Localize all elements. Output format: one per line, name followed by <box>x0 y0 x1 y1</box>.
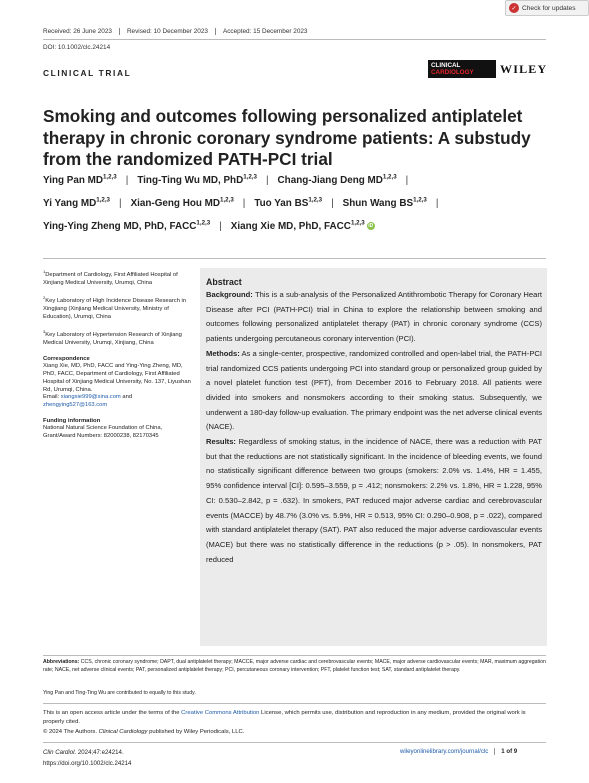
article-dates <box>43 28 322 35</box>
affiliation: $^2$Key Laboratory of High Incidence Disease Research in Xingjiang (Xinjiang Medical University, Ministry of Education), Urumqi, China <box>43 295 187 320</box>
abbreviations: Abbreviations: CCS, chronic coronary syndrome; DAPT, dual antiplatelet therapy; MACCE, major adverse cardiac and cerebrovascular events; MACE, major adverse cardiovascular events; MAR, maximum aggregation rate; NACE, net adverse clinical events; PAT, personalized antiplatelet therapy; PCI, percutaneous coronary intervention; PFT, platelet function test; SAT, standard antiplatelet therapy. <box>43 659 546 673</box>
check-updates-label: Check for updates <box>522 4 576 12</box>
received-date: Received: 26 June 2023 <box>43 28 120 35</box>
divider <box>43 703 546 704</box>
author[interactable]: Ying Pan MD$^{1,2,3}$ <box>43 174 117 187</box>
correspondence-heading: Correspondence <box>43 355 90 362</box>
abstract-results: Results: Regardless of smoking status, in the incidence of NACE, there was a reduction with PAT but that the reductions are not statistically significant. In the incidence of bleeding events, we found no statistically significant difference between two groups (smokers: 2.0% vs. 1.4%, HR = 1.455, 95% confidence interval [CI]: 0.595–3.559, p = .412; nonsmokers: 2.2% vs. 1.8%, HR = 1.228, 95% CI: 0.530–2.842, p = .632). In smokers, PAT reduced major adverse cardiac and cerebrovascular events (MACCE) by 48.7% (3.0% vs. 5.9%, HR = 0.513, 95% CI: 0.290–0.908, p = .022), compared with standard antiplatelet therapy (SAT). PAT also reduced the major adverse cardiovascular events (MACE) but there was no statistically difference in the reductions (p > .05). In nonsmokers, PAT reduced <box>206 437 542 564</box>
abstract-heading: Abstract <box>206 277 242 287</box>
orcid-icon[interactable]: iD <box>368 223 374 230</box>
check-updates-icon: ✓ <box>509 3 519 13</box>
author-list: Ying Pan MD$^{1,2,3}$ | Ting-Ting Wu MD, PhD$^{1,2,3}$ | Chang-Jiang Deng MD$^{1,2,3}$ | Yi Yang MD$^{1,2,3}$ | Xian-Geng Hou MD$^{1,2,3}$ | Tuo Yan BS$^{1,2,3}$ | Shun Wang BS$^{1,2,3}$ | Ying-Ying Zheng MD, PhD, FACC$^{1,2,3}$ | Xiang Xie MD, PhD, FACC$^{1,2,3}$ iD <box>43 174 439 233</box>
license-link[interactable]: Creative Commons Attribution <box>181 710 260 716</box>
email-link[interactable]: zhengying527@163.com <box>43 401 108 408</box>
journal-url-link[interactable]: wileyonlinelibrary.com/journal/clc <box>400 748 489 755</box>
contribution-note: Ying Pan and Ting-Ting Wu are contributed to equally to this study. <box>43 690 196 696</box>
abstract-methods: Methods: As a single-center, prospective, randomized controlled and open-label trial, the PATH-PCI trial randomized CCS patients undergoing PCI into standard group or personalized group guided by a novel platelet function test (PFT), from December 2016 to February 2018. All patients were divided into smokers and nonsmokers according to their smoking status. Subsequently, we underwent a 180-day follow-up evaluation. The primary endpoint was the net adverse clinical events (NACE). <box>206 348 542 432</box>
license-text: This is an open access article under the terms of the Creative Commons Attribution License, which permits use, distribution and reproduction in any medium, provided the original work is properly cited. © 2024 The Authors. Clinical Cardiology published by Wiley Periodicals, LLC. <box>43 710 526 735</box>
logo-line2: CARDIOLOGY <box>431 69 474 76</box>
author[interactable]: Tuo Yan BS$^{1,2,3}$ <box>254 196 323 210</box>
author[interactable]: Yi Yang MD$^{1,2,3}$ <box>43 196 110 210</box>
logo-line1: CLINICAL <box>431 62 461 69</box>
abstract-background: Background: This is a sub-analysis of the Personalized Antithrombotic Therapy for Coronary Heart Disease after PCI (PATH-PCI) trial in China to explore the relationship between smoking and outcomes following personalized antiplatelet therapy (PAT) in chronic coronary syndrome (CCS) patients undergoing percutaneous coronary intervention (PCI). <box>206 290 542 344</box>
author[interactable]: Chang-Jiang Deng MD$^{1,2,3}$ <box>277 174 397 187</box>
author[interactable]: Ying-Ying Zheng MD, PhD, FACC$^{1,2,3}$ <box>43 219 211 233</box>
author[interactable]: Shun Wang BS$^{1,2,3}$ <box>342 196 427 210</box>
author-info-column <box>43 268 193 448</box>
author[interactable]: Xian-Geng Hou MD$^{1,2,3}$ <box>130 196 234 210</box>
email-link[interactable]: xiangxie999@sina.com <box>60 394 121 401</box>
divider <box>43 742 546 743</box>
footer-citation: Clin Cardiol. 2024;47:e24214. https://doi.org/10.1002/clc.24214 <box>43 748 131 769</box>
article-title: Smoking and outcomes following personalized antiplatelet therapy in chronic coronary syndrome patients: A substudy from the randomized PATH-PCI trial <box>43 106 531 169</box>
doi-link[interactable]: https://doi.org/10.1002/clc.24214 <box>43 759 132 767</box>
page-number: 1 of 9 <box>494 748 517 755</box>
funding-heading: Funding information <box>43 417 101 424</box>
check-for-updates-button[interactable] <box>505 0 589 16</box>
footer-right <box>400 748 517 755</box>
affiliation: $^3$Key Laboratory of Hypertension Research of Xinjiang Medical University, Urumqi, Xinjiang, China <box>43 329 182 346</box>
author[interactable]: Xiang Xie MD, PhD, FACC$^{1,2,3}$ <box>230 219 365 233</box>
funding-text: National Natural Science Foundation of China, Grant/Award Numbers: 82000238, 82170345 <box>43 425 163 440</box>
revised-date: Revised: 10 December 2023 <box>127 28 216 35</box>
divider <box>43 258 546 259</box>
journal-logo[interactable] <box>428 60 496 78</box>
author[interactable]: Ting-Ting Wu MD, PhD$^{1,2,3}$ <box>137 174 257 187</box>
section-label: CLINICAL TRIAL <box>43 68 132 78</box>
correspondence-text: Xiang Xie, MD, PhD, FACC and Ying-Ying Zheng, MD, PhD, FACC, Department of Cardiology, First Affiliated Hospital of Xinjiang Medical University, No. 137, Liyushan Rd, Urumqi, China. Email: xiangxie999@sina.com and zhengying527@163.com <box>43 363 191 408</box>
abstract <box>206 276 542 567</box>
divider <box>43 39 546 40</box>
affiliation: $^1$Department of Cardiology, First Affiliated Hospital of Xinjiang Medical University, Urumqi, China <box>43 269 178 286</box>
accepted-date: Accepted: 15 December 2023 <box>222 28 308 35</box>
divider <box>43 655 546 656</box>
publisher-logo[interactable]: WILEY <box>500 62 548 76</box>
article-doi: DOI: 10.1002/clc.24214 <box>43 44 111 51</box>
